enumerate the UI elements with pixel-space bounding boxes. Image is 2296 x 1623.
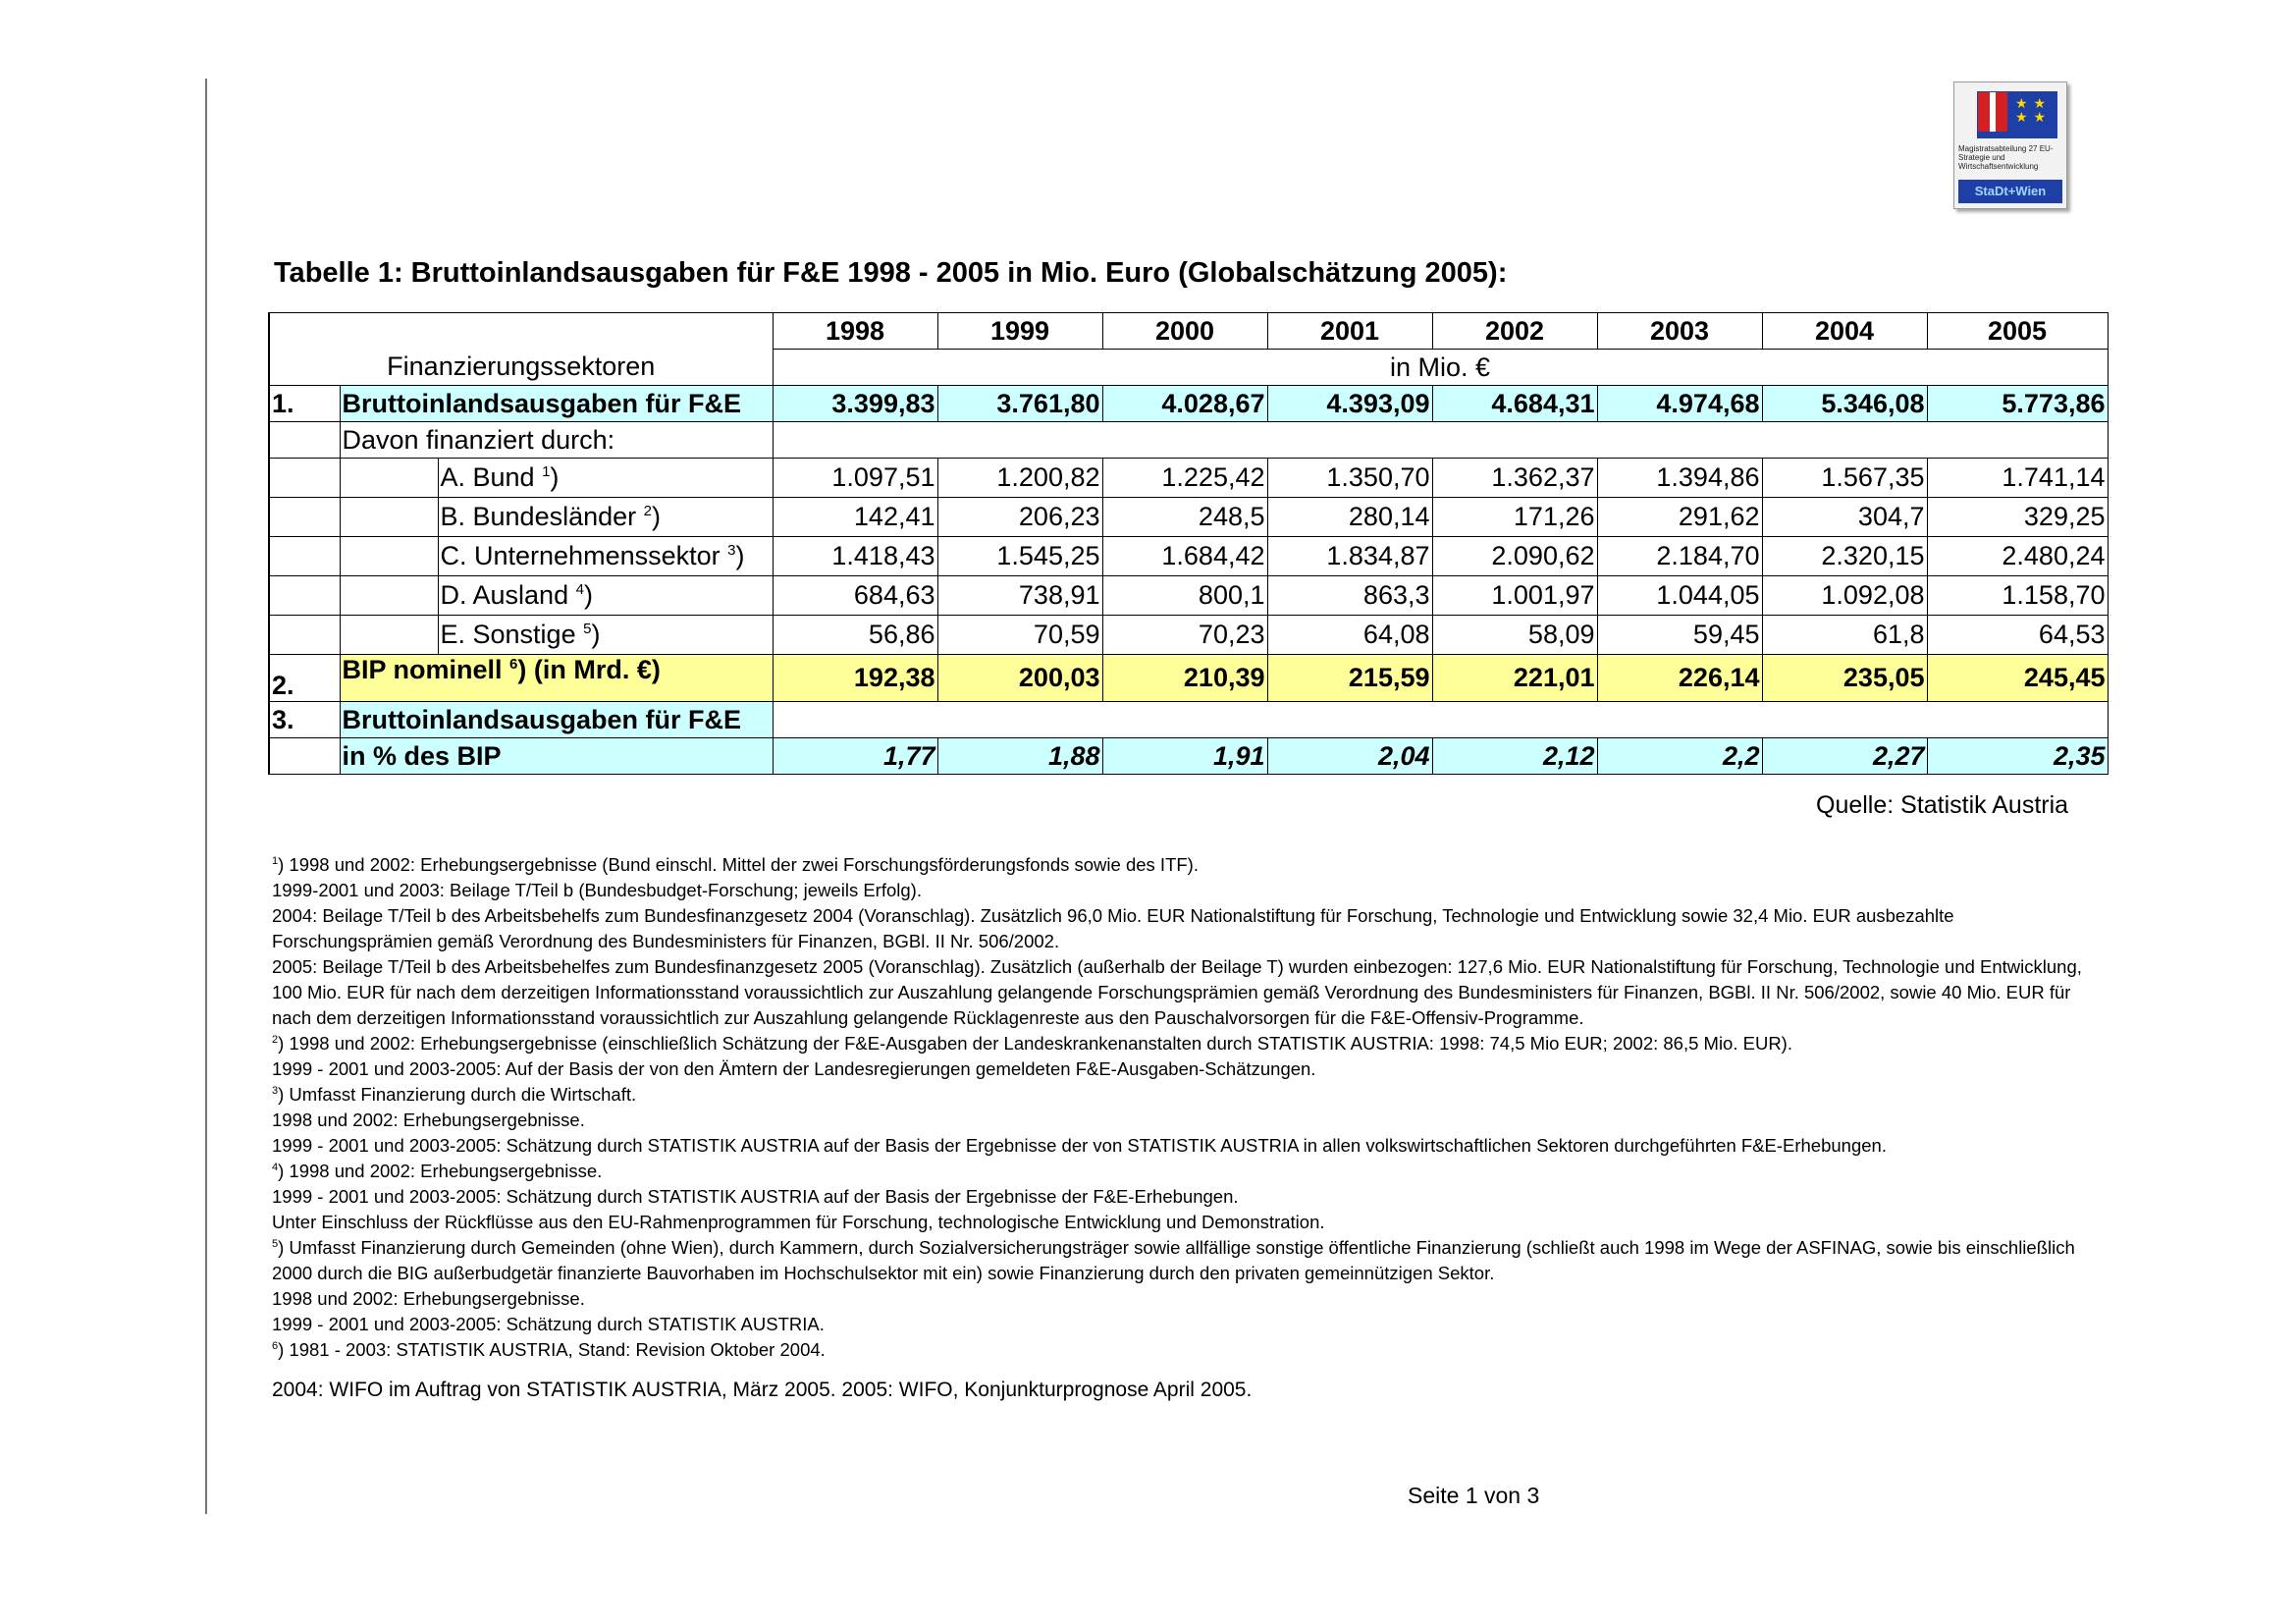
footnote: $^5$) Umfasst Finanzierung durch Gemeinden (ohne Wien), durch Kammern, durch Sozialversicherungsträger sowie allfällige sonstige öffentliche Finanzierung (schließt auch 1998 im Wege der ASFINAG, sowie bis einschließlich 2000 durch die BIG außerbudgetär finanzierte Bauvorhaben im Hochschulsektor mit ein) sowie Finanzierung durch den privaten gemeinnützigen Sektor. xyxy=(272,1237,2075,1283)
table-cell: 1.394,86 xyxy=(1597,459,1762,498)
table-row xyxy=(269,655,2108,702)
table-cell: 2.184,70 xyxy=(1597,537,1762,576)
table-row xyxy=(269,537,2108,576)
year-header: 1999 xyxy=(937,313,1102,350)
table-row xyxy=(269,576,2108,616)
table-cell: 738,91 xyxy=(937,576,1102,616)
table-cell: 4.684,31 xyxy=(1432,386,1597,422)
table-cell: 2,27 xyxy=(1762,738,1927,775)
table-cell: 800,1 xyxy=(1102,576,1267,616)
table-cell: 61,8 xyxy=(1762,616,1927,655)
table-cell: 1.097,51 xyxy=(773,459,937,498)
table-cell: 2.480,24 xyxy=(1927,537,2108,576)
table-cell: 4.028,67 xyxy=(1102,386,1267,422)
table-cell: 221,01 xyxy=(1432,655,1597,702)
table-cell: 4.974,68 xyxy=(1597,386,1762,422)
table-cell: 3.399,83 xyxy=(773,386,937,422)
footnote: $^1$) 1998 und 2002: Erhebungsergebnisse (Bund einschl. Mittel der zwei Forschungsförderungsfonds sowie des ITF). xyxy=(272,854,1199,875)
year-header: 2005 xyxy=(1927,313,2108,350)
table-cell: 280,14 xyxy=(1267,498,1432,537)
logo-text: Magistratsabteilung 27 EU-Strategie und Wirtschaftsentwicklung xyxy=(1958,144,2054,171)
table-cell: 1.834,87 xyxy=(1267,537,1432,576)
table-cell: 210,39 xyxy=(1102,655,1267,702)
table-cell: 1.350,70 xyxy=(1267,459,1432,498)
table-cell: 58,09 xyxy=(1432,616,1597,655)
table-cell: 304,7 xyxy=(1762,498,1927,537)
table-cell: 56,86 xyxy=(773,616,937,655)
row-label: in % des BIP xyxy=(340,738,773,775)
table-row xyxy=(269,498,2108,537)
table-cell: 1.092,08 xyxy=(1762,576,1927,616)
year-header: 2001 xyxy=(1267,313,1432,350)
footnote: 1999 - 2001 und 2003-2005: Schätzung durch STATISTIK AUSTRIA auf der Basis der Ergebnisse der F&E-Erhebungen. xyxy=(272,1186,1239,1207)
table-cell: 59,45 xyxy=(1597,616,1762,655)
footnote: $^2$) 1998 und 2002: Erhebungsergebnisse (einschließlich Schätzung der F&E-Ausgaben der Landeskrankenanstalten durch STATISTIK AUSTRIA: 1998: 74,5 Mio EUR; 2002: 86,5 Mio. EUR). xyxy=(272,1033,1792,1054)
city-logo xyxy=(1953,81,2067,209)
year-header: 2002 xyxy=(1432,313,1597,350)
table-cell: 3.761,80 xyxy=(937,386,1102,422)
table-cell: 1.545,25 xyxy=(937,537,1102,576)
year-header: 2004 xyxy=(1762,313,1927,350)
rd-expenditure-table xyxy=(268,312,2109,775)
table-cell: 1.418,43 xyxy=(773,537,937,576)
table-cell: 1.741,14 xyxy=(1927,459,2108,498)
table-cell: 1.684,42 xyxy=(1102,537,1267,576)
footnote: $^6$) 1981 - 2003: STATISTIK AUSTRIA, Stand: Revision Oktober 2004. xyxy=(272,1339,826,1360)
table-cell: 248,5 xyxy=(1102,498,1267,537)
row-number: 3. xyxy=(269,702,340,738)
table-cell: 2,12 xyxy=(1432,738,1597,775)
footnotes xyxy=(272,852,2088,1363)
sector-header: Finanzierungssektoren xyxy=(269,350,773,386)
table-cell: 1.567,35 xyxy=(1762,459,1927,498)
table-cell: 245,45 xyxy=(1927,655,2108,702)
table-cell: 70,23 xyxy=(1102,616,1267,655)
table-cell: 1.200,82 xyxy=(937,459,1102,498)
table-row xyxy=(269,702,2108,738)
table-cell: 684,63 xyxy=(773,576,937,616)
margin-line xyxy=(205,79,207,1514)
table-row xyxy=(269,738,2108,775)
table-cell: 192,38 xyxy=(773,655,937,702)
davon-label: Davon finanziert durch: xyxy=(340,422,773,459)
table-cell: 171,26 xyxy=(1432,498,1597,537)
table-cell: 5.346,08 xyxy=(1762,386,1927,422)
shield-cross xyxy=(1990,92,1996,132)
logo-brand: StaDt+Wien xyxy=(1958,180,2062,203)
table-cell: 291,62 xyxy=(1597,498,1762,537)
table-cell: 64,53 xyxy=(1927,616,2108,655)
row-label: C. Unternehmenssektor $^3$) xyxy=(438,537,773,576)
table-title: Tabelle 1: Bruttoinlandsausgaben für F&E 1998 - 2005 in Mio. Euro (Globalschätzung 2005): xyxy=(274,257,1508,289)
table-cell: 2.090,62 xyxy=(1432,537,1597,576)
table-cell: 1.362,37 xyxy=(1432,459,1597,498)
table-cell: 235,05 xyxy=(1762,655,1927,702)
footnote: 1998 und 2002: Erhebungsergebnisse. xyxy=(272,1288,585,1309)
footnote: 1999 - 2001 und 2003-2005: Schätzung durch STATISTIK AUSTRIA. xyxy=(272,1314,825,1334)
unit-header: in Mio. € xyxy=(773,350,2108,386)
row-label: Bruttoinlandsausgaben für F&E xyxy=(340,386,773,422)
table-cell: 206,23 xyxy=(937,498,1102,537)
table-cell: 1.225,42 xyxy=(1102,459,1267,498)
table-cell: 2,04 xyxy=(1267,738,1432,775)
table-cell: 329,25 xyxy=(1927,498,2108,537)
table-cell: 4.393,09 xyxy=(1267,386,1432,422)
row-number: 2. xyxy=(269,655,340,702)
eu-stars-icon: ★ ★ ★ ★ xyxy=(2015,95,2047,125)
table-row xyxy=(269,616,2108,655)
year-header: 2000 xyxy=(1102,313,1267,350)
footnote: $^3$) Umfasst Finanzierung durch die Wirtschaft. xyxy=(272,1084,637,1105)
table-cell: 2,2 xyxy=(1597,738,1762,775)
table-cell: 226,14 xyxy=(1597,655,1762,702)
year-header-row xyxy=(269,313,2108,350)
table-cell: 2,35 xyxy=(1927,738,2108,775)
table-cell: 1,91 xyxy=(1102,738,1267,775)
table-cell: 1.001,97 xyxy=(1432,576,1597,616)
row-label: E. Sonstige $^5$) xyxy=(438,616,773,655)
row-number: 1. xyxy=(269,386,340,422)
footnote: 1999 - 2001 und 2003-2005: Schätzung durch STATISTIK AUSTRIA auf der Basis der Ergebnisse der von STATISTIK AUSTRIA in allen volkswirtschaftlichen Sektoren durchgeführten F&E-Erhebungen. xyxy=(272,1135,1887,1156)
year-header: 2003 xyxy=(1597,313,1762,350)
footnote: 1998 und 2002: Erhebungsergebnisse. xyxy=(272,1109,585,1130)
page-number: Seite 1 von 3 xyxy=(1408,1483,1540,1508)
row-label: A. Bund $^1$) xyxy=(438,459,773,498)
bip-source-note: 2004: WIFO im Auftrag von STATISTIK AUSTRIA, März 2005. 2005: WIFO, Konjunkturprognose April 2005. xyxy=(272,1379,1253,1401)
footnote: 1999-2001 und 2003: Beilage T/Teil b (Bundesbudget-Forschung; jeweils Erfolg). xyxy=(272,880,922,900)
table-cell: 1.158,70 xyxy=(1927,576,2108,616)
row-label: Bruttoinlandsausgaben für F&E xyxy=(340,702,773,738)
table-cell: 1,88 xyxy=(937,738,1102,775)
table-row xyxy=(269,459,2108,498)
table-row xyxy=(269,422,2108,459)
row-label: B. Bundesländer $^2$) xyxy=(438,498,773,537)
table-cell: 5.773,86 xyxy=(1927,386,2108,422)
table-cell: 70,59 xyxy=(937,616,1102,655)
table-cell: 142,41 xyxy=(773,498,937,537)
footnote: $^4$) 1998 und 2002: Erhebungsergebnisse. xyxy=(272,1161,603,1181)
footnote: 2004: Beilage T/Teil b des Arbeitsbehelfs zum Bundesfinanzgesetz 2004 (Voranschlag). Zusätzlich 96,0 Mio. EUR Nationalstiftung für Forschung, Technologie und Entwicklung sowie 32,4 Mio. EUR ausbezahlte Forschungsprämien gemäß Verordnung des Bundesministers für Finanzen, BGBl. II Nr. 506/2002. xyxy=(272,905,1954,951)
footnote: 1999 - 2001 und 2003-2005: Auf der Basis der von den Ämtern der Landesregierungen gemeldeten F&E-Ausgaben-Schätzungen. xyxy=(272,1058,1316,1079)
table-cell: 200,03 xyxy=(937,655,1102,702)
table-row xyxy=(269,386,2108,422)
table-cell: 863,3 xyxy=(1267,576,1432,616)
table-cell: 1.044,05 xyxy=(1597,576,1762,616)
row-label: BIP nominell $^6$) (in Mrd. €) xyxy=(340,655,773,702)
unit-header-row xyxy=(269,350,2108,386)
footnote: Unter Einschluss der Rückflüsse aus den EU-Rahmenprogrammen für Forschung, technologische Entwicklung und Demonstration. xyxy=(272,1212,1325,1232)
source-note: Quelle: Statistik Austria xyxy=(1816,791,2069,819)
table-cell: 2.320,15 xyxy=(1762,537,1927,576)
table-cell: 1,77 xyxy=(773,738,937,775)
row-label: D. Ausland $^4$) xyxy=(438,576,773,616)
footnote: 2005: Beilage T/Teil b des Arbeitsbehelfes zum Bundesfinanzgesetz 2005 (Voranschlag). Zusätzlich (außerhalb der Beilage T) wurden einbezogen: 127,6 Mio. EUR Nationalstiftung für Forschung, Technologie und Entwicklung, 100 Mio. EUR für nach dem derzeitigen Informationsstand voraussichtlich zur Auszahlung gelangende Forschungsprämien gemäß Verordnung des Bundesministers für Finanzen, BGBl. II Nr. 506/2002, sowie 40 Mio. EUR für nach dem derzeitigen Informationsstand voraussichtlich zur Auszahlung gelangende Rücklagenreste aus den Pauschalvorsorgen für die F&E-Offensiv-Programme. xyxy=(272,956,2082,1028)
table-cell: 64,08 xyxy=(1267,616,1432,655)
table-cell: 215,59 xyxy=(1267,655,1432,702)
year-header: 1998 xyxy=(773,313,937,350)
